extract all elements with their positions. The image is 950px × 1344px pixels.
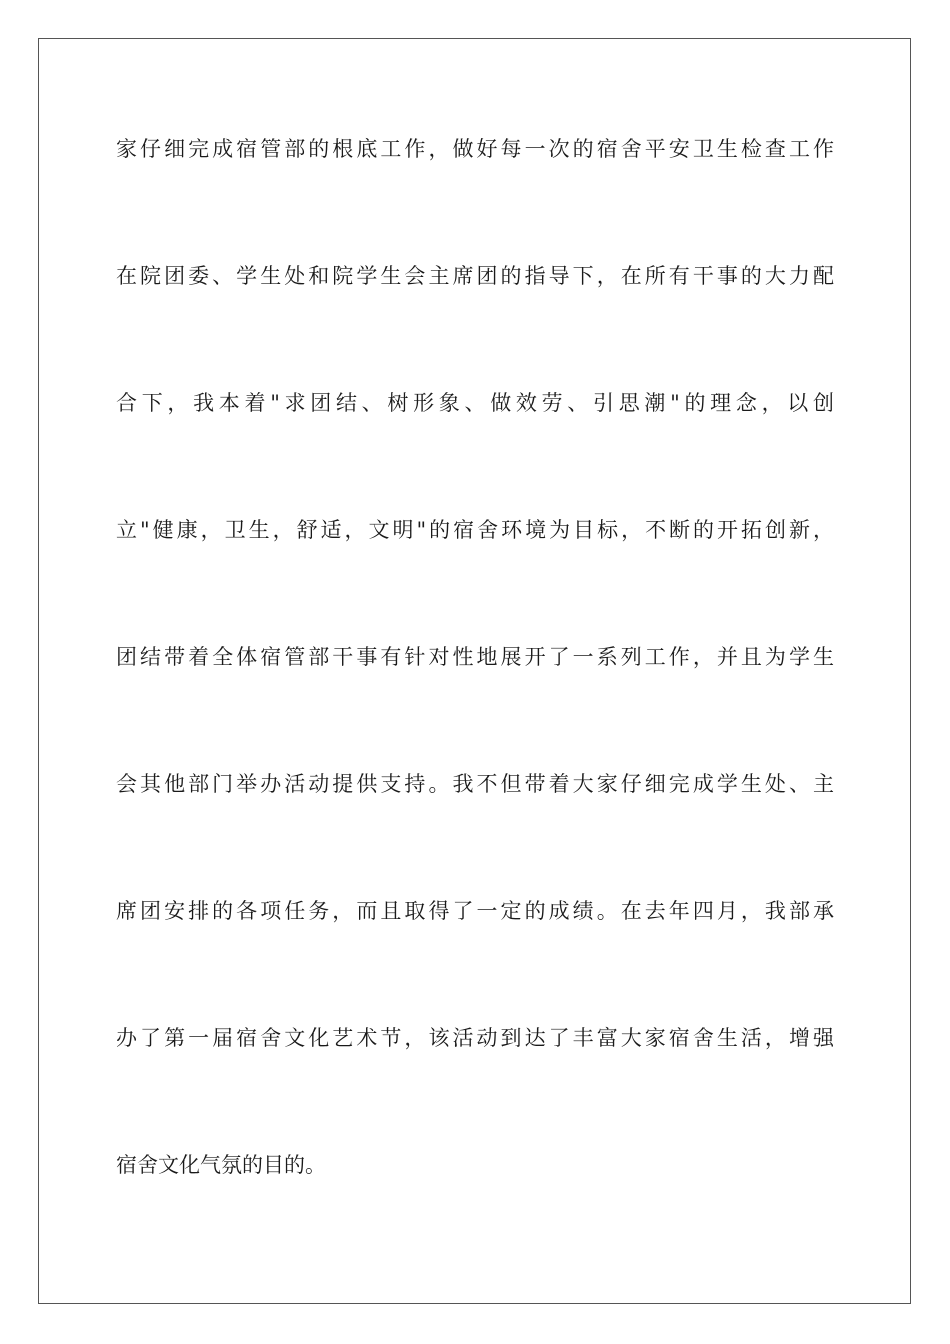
text-line: 立"健康，卫生，舒适，文明"的宿舍环境为目标，不断的开拓创新， xyxy=(116,518,834,542)
text-line: 会其他部门举办活动提供支持。我不但带着大家仔细完成学生处、主 xyxy=(116,772,834,796)
document-body xyxy=(116,125,834,1268)
text-line: 办了第一届宿舍文化艺术节，该活动到达了丰富大家宿舍生活，增强 xyxy=(116,1026,834,1050)
text-line: 宿舍文化气氛的目的。 xyxy=(116,1153,326,1177)
text-line: 团结带着全体宿管部干事有针对性地展开了一系列工作，并且为学生 xyxy=(116,645,834,669)
text-line: 家仔细完成宿管部的根底工作，做好每一次的宿舍平安卫生检查工作 xyxy=(116,137,834,161)
text-line: 在院团委、学生处和院学生会主席团的指导下，在所有干事的大力配 xyxy=(116,264,834,288)
text-line: 合下，我本着"求团结、树形象、做效劳、引思潮"的理念，以创 xyxy=(116,391,834,415)
text-line: 席团安排的各项任务，而且取得了一定的成绩。在去年四月，我部承 xyxy=(116,899,834,923)
